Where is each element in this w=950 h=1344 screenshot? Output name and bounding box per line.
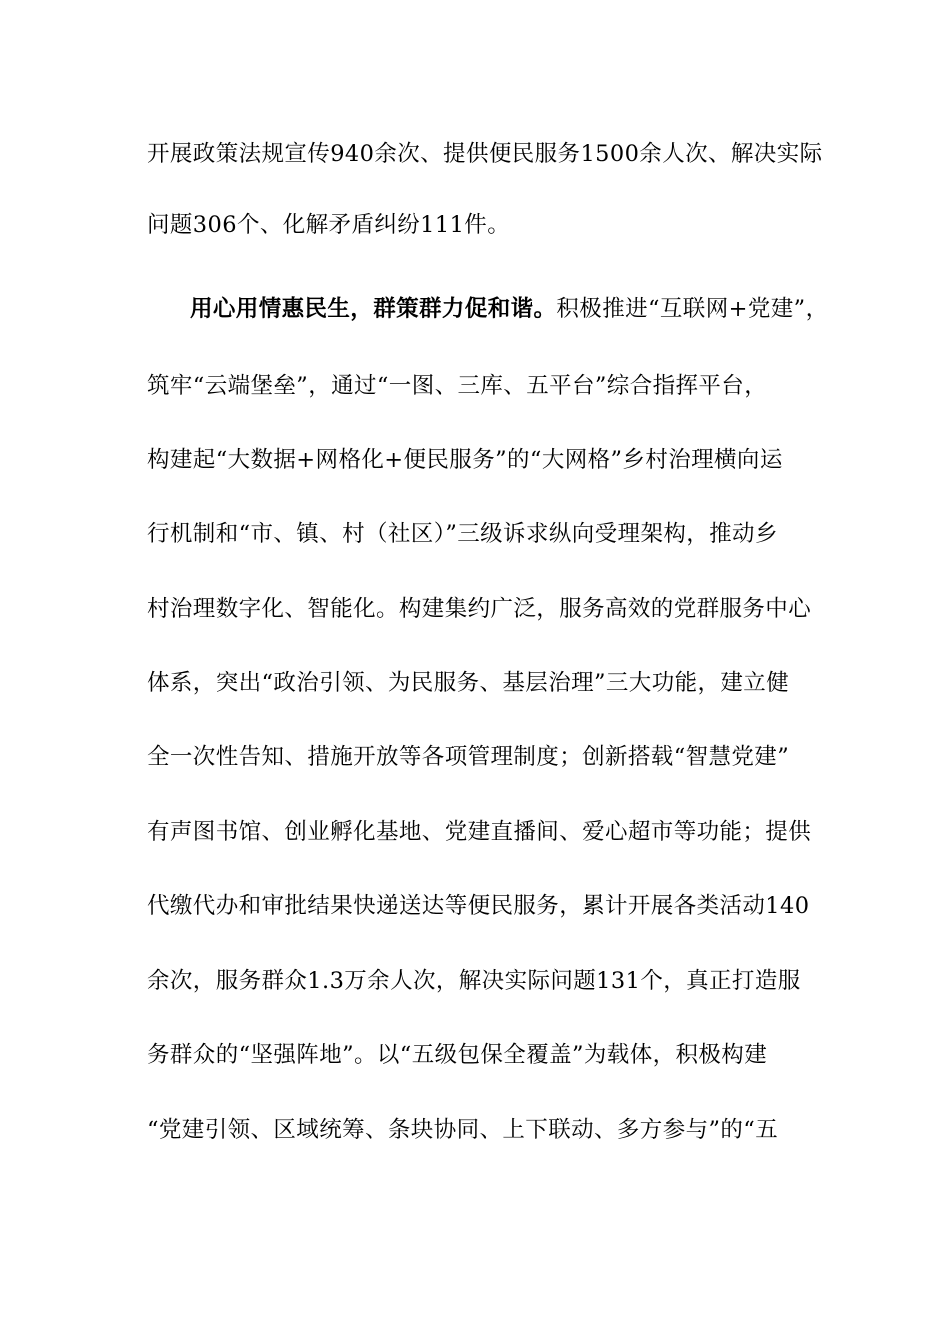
paragraph-line: 开展政策法规宣传940余次、提供便民服务1500余人次、解决实际 bbox=[147, 141, 823, 167]
paragraph-line: 余次，服务群众1.3万余人次，解决实际问题131个，真正打造服 bbox=[147, 968, 801, 994]
section-heading: 用心用情惠民生，群策群力促和谐。 bbox=[190, 296, 557, 322]
paragraph-line: 全一次性告知、措施开放等各项管理制度；创新搭载“智慧党建” bbox=[147, 744, 790, 770]
section-heading-continuation: 积极推进“互联网+党建”， bbox=[556, 296, 829, 322]
paragraph-line: 村治理数字化、智能化。构建集约广泛，服务高效的党群服务中心 bbox=[147, 596, 812, 622]
paragraph-line: 体系，突出“政治引领、为民服务、基层治理”三大功能，建立健 bbox=[147, 670, 790, 696]
paragraph-line: 代缴代办和审批结果快递送达等便民服务，累计开展各类活动140 bbox=[147, 893, 810, 919]
paragraph-line: 务群众的“坚强阵地”。以“五级包保全覆盖”为载体，积极构建 bbox=[147, 1042, 768, 1068]
paragraph-line: 行机制和“市、镇、村（社区）”三级诉求纵向受理架构，推动乡 bbox=[147, 521, 778, 547]
paragraph-line: 有声图书馆、创业孵化基地、党建直播间、爱心超市等功能；提供 bbox=[147, 819, 812, 845]
paragraph-line: “党建引领、区域统筹、条块协同、上下联动、多方参与”的“五 bbox=[147, 1117, 779, 1143]
section-heading-line bbox=[190, 293, 850, 325]
paragraph-line: 问题306个、化解矛盾纠纷111件。 bbox=[147, 212, 511, 238]
paragraph-line: 筑牢“云端堡垒”，通过“一图、三库、五平台”综合指挥平台， bbox=[147, 373, 768, 399]
paragraph-line: 构建起“大数据+网格化+便民服务”的“大网格”乡村治理横向运 bbox=[147, 447, 783, 473]
